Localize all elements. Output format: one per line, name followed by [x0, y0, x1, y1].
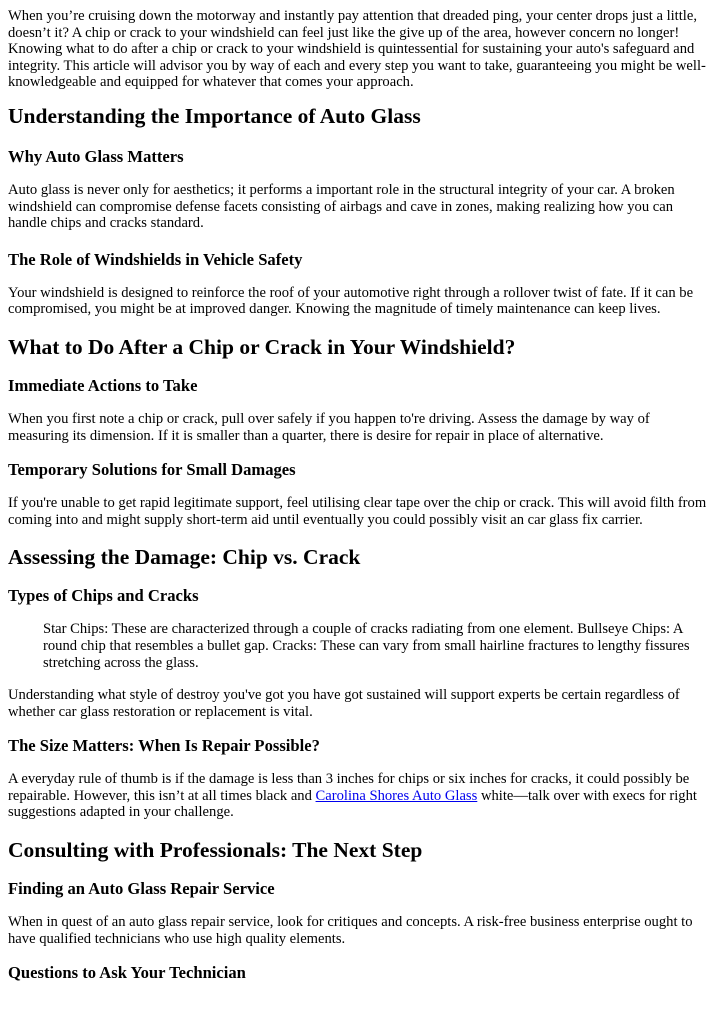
- paragraph-why-auto-glass: Auto glass is never only for aesthetics; it performs a important role in the structural integrity of your car. A broken windshield can compromise defense facets consisting of airbags and cave in zones, making realizing how you can handle chips and cracks standard.: [8, 181, 675, 232]
- paragraph-temporary-solutions: If you're unable to get rapid legitimate support, feel utilising clear tape over the chip or crack. This will avoid filth from coming into and might supply short-term aid until eventually you could possibly visit an car glass fix carrier.: [8, 495, 707, 528]
- subheading-types-of-chips: Types of Chips and Cracks: [8, 586, 199, 606]
- subheading-size-matters: The Size Matters: When Is Repair Possible?: [8, 736, 320, 756]
- subheading-questions-technician: Questions to Ask Your Technician: [8, 963, 246, 983]
- size-matters-text-after: white—talk over with execs for right suggestions adapted in your challenge.: [8, 787, 697, 821]
- subheading-role-windshields: The Role of Windshields in Vehicle Safety: [8, 249, 303, 269]
- paragraph-immediate-actions: When you first note a chip or crack, pull over safely if you happen to're driving. Assess the damage by way of measuring its dimension. If it is smaller than a quarter, there is desire for repair in place of alternative.: [8, 410, 650, 444]
- section-heading-importance: Understanding the Importance of Auto Glass: [8, 103, 421, 128]
- paragraph-finding-service: When in quest of an auto glass repair service, look for critiques and concepts. A risk-free business enterprise ought to have qualified technicians who use high quality elements.: [8, 914, 693, 947]
- section-heading-consulting: Consulting with Professionals: The Next Step: [8, 838, 423, 863]
- carolina-shores-auto-glass-link[interactable]: Carolina Shores Auto Glass: [315, 787, 478, 804]
- paragraph-role-windshields: Your windshield is designed to reinforce the roof of your automotive right through a rollover twist of fate. If it can be compromised, you might be at improved danger. Knowing the magnitude of timely maintenance can keep lives.: [8, 284, 694, 318]
- intro-paragraph: When you’re cruising down the motorway and instantly pay attention that dreaded ping, your center drops just a little, doesn’t it? A chip or crack to your windshield can feel just like the give up of the area, however concern no longer! Knowing what to do after a chip or crack to your windshield is quintessential for sustaining your auto's safeguard and integrity. This article will advisor you by way of each and every step you want to take, guaranteeing you might be well-knowledgeable and equipped for whatever that comes your approach.: [8, 8, 706, 91]
- subheading-temporary-solutions: Temporary Solutions for Small Damages: [8, 460, 296, 480]
- section-heading-what-to-do: What to Do After a Chip or Crack in Your Windshield?: [8, 334, 516, 359]
- paragraph-understanding-damage: Understanding what style of destroy you've got you have got sustained will support experts be certain regardless of whether car glass restoration or replacement is vital.: [8, 687, 680, 720]
- section-heading-assessing: Assessing the Damage: Chip vs. Crack: [8, 545, 361, 570]
- subheading-finding-service: Finding an Auto Glass Repair Service: [8, 879, 275, 899]
- article: [0, 8, 712, 982]
- blockquote-chip-types: Star Chips: These are characterized through a couple of cracks radiating from one element. Bullseye Chips: A round chip that resembles a bullet gap. Cracks: These can vary from small hairline fractures to lengthy fissures stretching across the glass.: [43, 621, 690, 671]
- subheading-why-auto-glass: Why Auto Glass Matters: [8, 146, 184, 166]
- subheading-immediate-actions: Immediate Actions to Take: [8, 375, 198, 395]
- size-matters-text-before: A everyday rule of thumb is if the damage is less than 3 inches for chips or six inches for cracks, it could possibly be repairable. However, this isn’t at all times black and: [8, 771, 690, 804]
- paragraph-size-matters: [8, 771, 712, 821]
